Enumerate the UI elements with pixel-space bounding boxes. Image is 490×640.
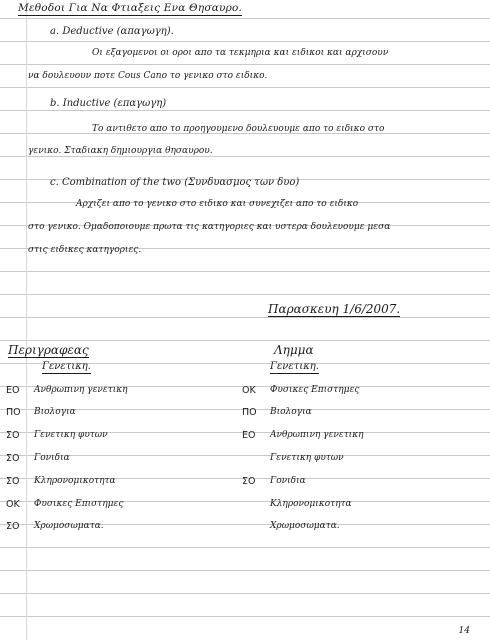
left-column-heading: Περιγραφεας (8, 343, 89, 357)
right-item-code: ΟΚ (242, 385, 256, 396)
right-item-term: Ανθρωπινη γενετικη (270, 430, 364, 440)
margin-line (26, 0, 27, 640)
method-b-line-1: Το αντιθετο απο το προηγουμενο δουλευουμε απο το ειδικο στο (92, 124, 385, 134)
left-item-code: ΣΟ (6, 476, 20, 487)
right-item-term: Γενετικη φυτων (270, 453, 344, 463)
right-item-term: Χρωμοσωματα. (270, 521, 340, 531)
right-item-term: Φυσικες Επιστημες (270, 385, 360, 395)
left-item-code: ΠΟ (6, 407, 21, 418)
right-item-code: ΕΟ (242, 430, 256, 441)
left-item-term: Φυσικες Επιστημες (34, 499, 124, 509)
left-item-code: ΣΟ (6, 521, 20, 532)
method-a-line-2: να δουλευουν ποτε Cous Cano το γενικο στο ειδικο. (28, 71, 268, 81)
page-number: 14 (458, 626, 470, 636)
left-item-code: ΟΚ (6, 499, 20, 510)
right-item-term: Κληρονομικοτητα (270, 499, 352, 509)
left-item-term: Ανθρωπινη γενετικη (34, 385, 128, 395)
right-item-code: ΠΟ (242, 407, 257, 418)
method-b-line-2: γενικο. Σταδιακη δημιουργια θησαυρου. (28, 146, 213, 156)
right-item-term: Γονιδια (270, 476, 306, 486)
right-column-subheading: Γενετικη. (270, 361, 319, 372)
left-item-term: Γενετικη φυτων (34, 430, 108, 440)
left-item-term: Βιολογια (34, 407, 76, 417)
left-item-term: Κληρονομικοτητα (34, 476, 116, 486)
method-a-line-1: Οι εξαγομενοι οι οροι απο τα τεκμηρια και ειδικοι και αρχισουν (92, 48, 389, 58)
page-title: Μεθοδοι Για Να Φτιαξεις Ενα Θησαυρο. (18, 2, 242, 14)
left-column-subheading: Γενετικη. (42, 361, 91, 372)
left-item-code: ΣΟ (6, 430, 20, 441)
left-item-term: Χρωμοσωματα. (34, 521, 104, 531)
left-item-code: ΕΟ (6, 385, 20, 396)
date-heading: Παρασκευη 1/6/2007. (268, 302, 401, 316)
right-column-heading: Λημμα (274, 343, 314, 357)
right-item-term: Βιολογια (270, 407, 312, 417)
left-item-term: Γονιδια (34, 453, 70, 463)
method-c-line-3: στις ειδικες κατηγοριες. (28, 245, 142, 255)
method-c-line-2: στο γενικο. Ομαδοποιουμε πρωτα τις κατηγοριες και υστερα δουλευουμε μεσα (28, 222, 391, 232)
method-c-line-1: Αρχιζει απο το γενικο στο ειδικο και συνεχιζει απο το ειδικο (76, 199, 359, 209)
method-a-heading: a. Deductive (απαγωγη). (50, 26, 174, 37)
method-b-heading: b. Inductive (επαγωγη) (50, 98, 167, 109)
method-c-heading: c. Combination of the two (Συνδυασμος των δυο) (50, 177, 300, 188)
left-item-code: ΣΟ (6, 453, 20, 464)
right-item-code: ΣΟ (242, 476, 256, 487)
